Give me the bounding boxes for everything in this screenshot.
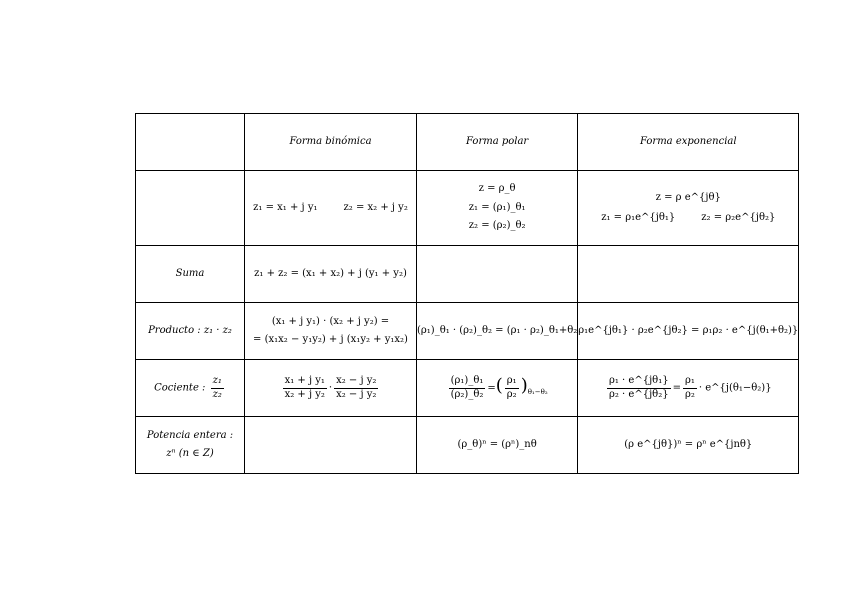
potencia-exponencial: (ρ e^{jθ})ⁿ = ρⁿ e^{jnθ}: [578, 417, 799, 474]
cociente-exp-rden: ρ₂: [684, 388, 695, 400]
potencia-label-line1: Potencia entera :: [146, 429, 234, 441]
producto-binomica: [245, 303, 417, 360]
suma-exponencial: [578, 246, 799, 303]
cociente-bin-f2-num: x₂ − j y₂: [334, 375, 378, 389]
suma-row: [136, 246, 799, 303]
cociente-polar-eq: =: [487, 382, 496, 394]
cociente-polar-rden: ρ₂: [506, 388, 517, 400]
cociente-exponencial: [578, 360, 799, 417]
definitions-row: [136, 171, 799, 246]
cociente-exp-den: ρ₂ · e^{jθ₂}: [608, 388, 669, 400]
producto-bin-line2: = (x₁x₂ − y₁y₂) + j (x₁y₂ + y₁x₂): [253, 334, 408, 345]
z2-polar: z₂ = (ρ₂)_θ₂: [468, 220, 526, 232]
header-row: [136, 114, 799, 171]
producto-exponencial: ρ₁e^{jθ₁} · ρ₂e^{jθ₂} = ρ₁ρ₂ · e^{j(θ₁+θ₂)}: [578, 303, 799, 360]
cociente-binomica: [245, 360, 417, 417]
potencia-label: [136, 417, 245, 474]
z2-exp: z₂ = ρ₂e^{jθ₂}: [701, 212, 776, 223]
z1-polar: z₁ = (ρ₁)_θ₁: [468, 201, 526, 213]
complex-forms-table: [135, 113, 799, 474]
cociente-polar-den: (ρ₂)_θ₂: [450, 388, 484, 400]
cociente-polar-num: (ρ₁)_θ₁: [449, 375, 486, 389]
z-polar: z = ρ_θ: [478, 183, 516, 195]
cociente-bin-f1-den: x₂ + j y₂: [284, 388, 325, 400]
cociente-label-num: z₁: [211, 375, 224, 389]
cociente-bin-sep: ·: [328, 382, 333, 394]
suma-polar: [417, 246, 578, 303]
z-exp: z = ρ e^{jθ}: [655, 191, 721, 203]
z2-binomic: z₂ = x₂ + j y₂: [343, 201, 408, 213]
header-exponencial: Forma exponencial: [578, 114, 799, 171]
producto-row: [136, 303, 799, 360]
suma-label: Suma: [136, 246, 245, 303]
cociente-exp-eq: =: [672, 382, 681, 394]
z1-binomic: z₁ = x₁ + j y₁: [253, 201, 318, 213]
definitions-polar: [417, 171, 578, 246]
producto-label: Producto : z₁ · z₂: [136, 303, 245, 360]
cociente-bin-f2-den: x₂ − j y₂: [336, 388, 377, 400]
header-polar: Forma polar: [417, 114, 578, 171]
cociente-exp-num: ρ₁ · e^{jθ₁}: [607, 375, 671, 389]
cociente-label-den: z₂: [212, 388, 222, 400]
cociente-polar-sub: θ₁−θ₂: [527, 387, 548, 396]
cociente-polar-rnum: ρ₁: [505, 375, 519, 389]
cociente-bin-f1-num: x₁ + j y₁: [283, 375, 327, 389]
definitions-exponencial: [578, 171, 799, 246]
cociente-exp-rnum: ρ₁: [683, 375, 697, 389]
definitions-binomica: [245, 171, 417, 246]
potencia-polar: (ρ_θ)ⁿ = (ρⁿ)_nθ: [417, 417, 578, 474]
potencia-binomica: [245, 417, 417, 474]
z1-exp: z₁ = ρ₁e^{jθ₁}: [601, 212, 676, 223]
header-empty-cell: [136, 114, 245, 171]
cociente-row: [136, 360, 799, 417]
potencia-row: [136, 417, 799, 474]
producto-bin-line1: (x₁ + j y₁) · (x₂ + j y₂) =: [271, 315, 390, 327]
cociente-polar: $\frac{\text{(ρ₁)\_θ₁}}{\text{(ρ₂)\_θ₂}}$ =( $\frac{\text{ρ₁}}{\text{ρ₂}}$ )$_{\theta_1-\theta_2}$: [417, 360, 578, 417]
cociente-exp-tail: · e^{j(θ₁−θ₂)}: [698, 382, 772, 394]
potencia-label-line2: zⁿ (n ∈ Z): [166, 448, 214, 459]
suma-binomica: z₁ + z₂ = (x₁ + x₂) + j (y₁ + y₂): [245, 246, 417, 303]
header-binomica: Forma binómica: [245, 114, 417, 171]
cociente-label-prefix: Cociente :: [154, 382, 206, 394]
producto-polar: (ρ₁)_θ₁ · (ρ₂)_θ₂ = (ρ₁ · ρ₂)_θ₁+θ₂: [417, 303, 578, 360]
definitions-label-cell: [136, 171, 245, 246]
cociente-label: [136, 360, 245, 417]
